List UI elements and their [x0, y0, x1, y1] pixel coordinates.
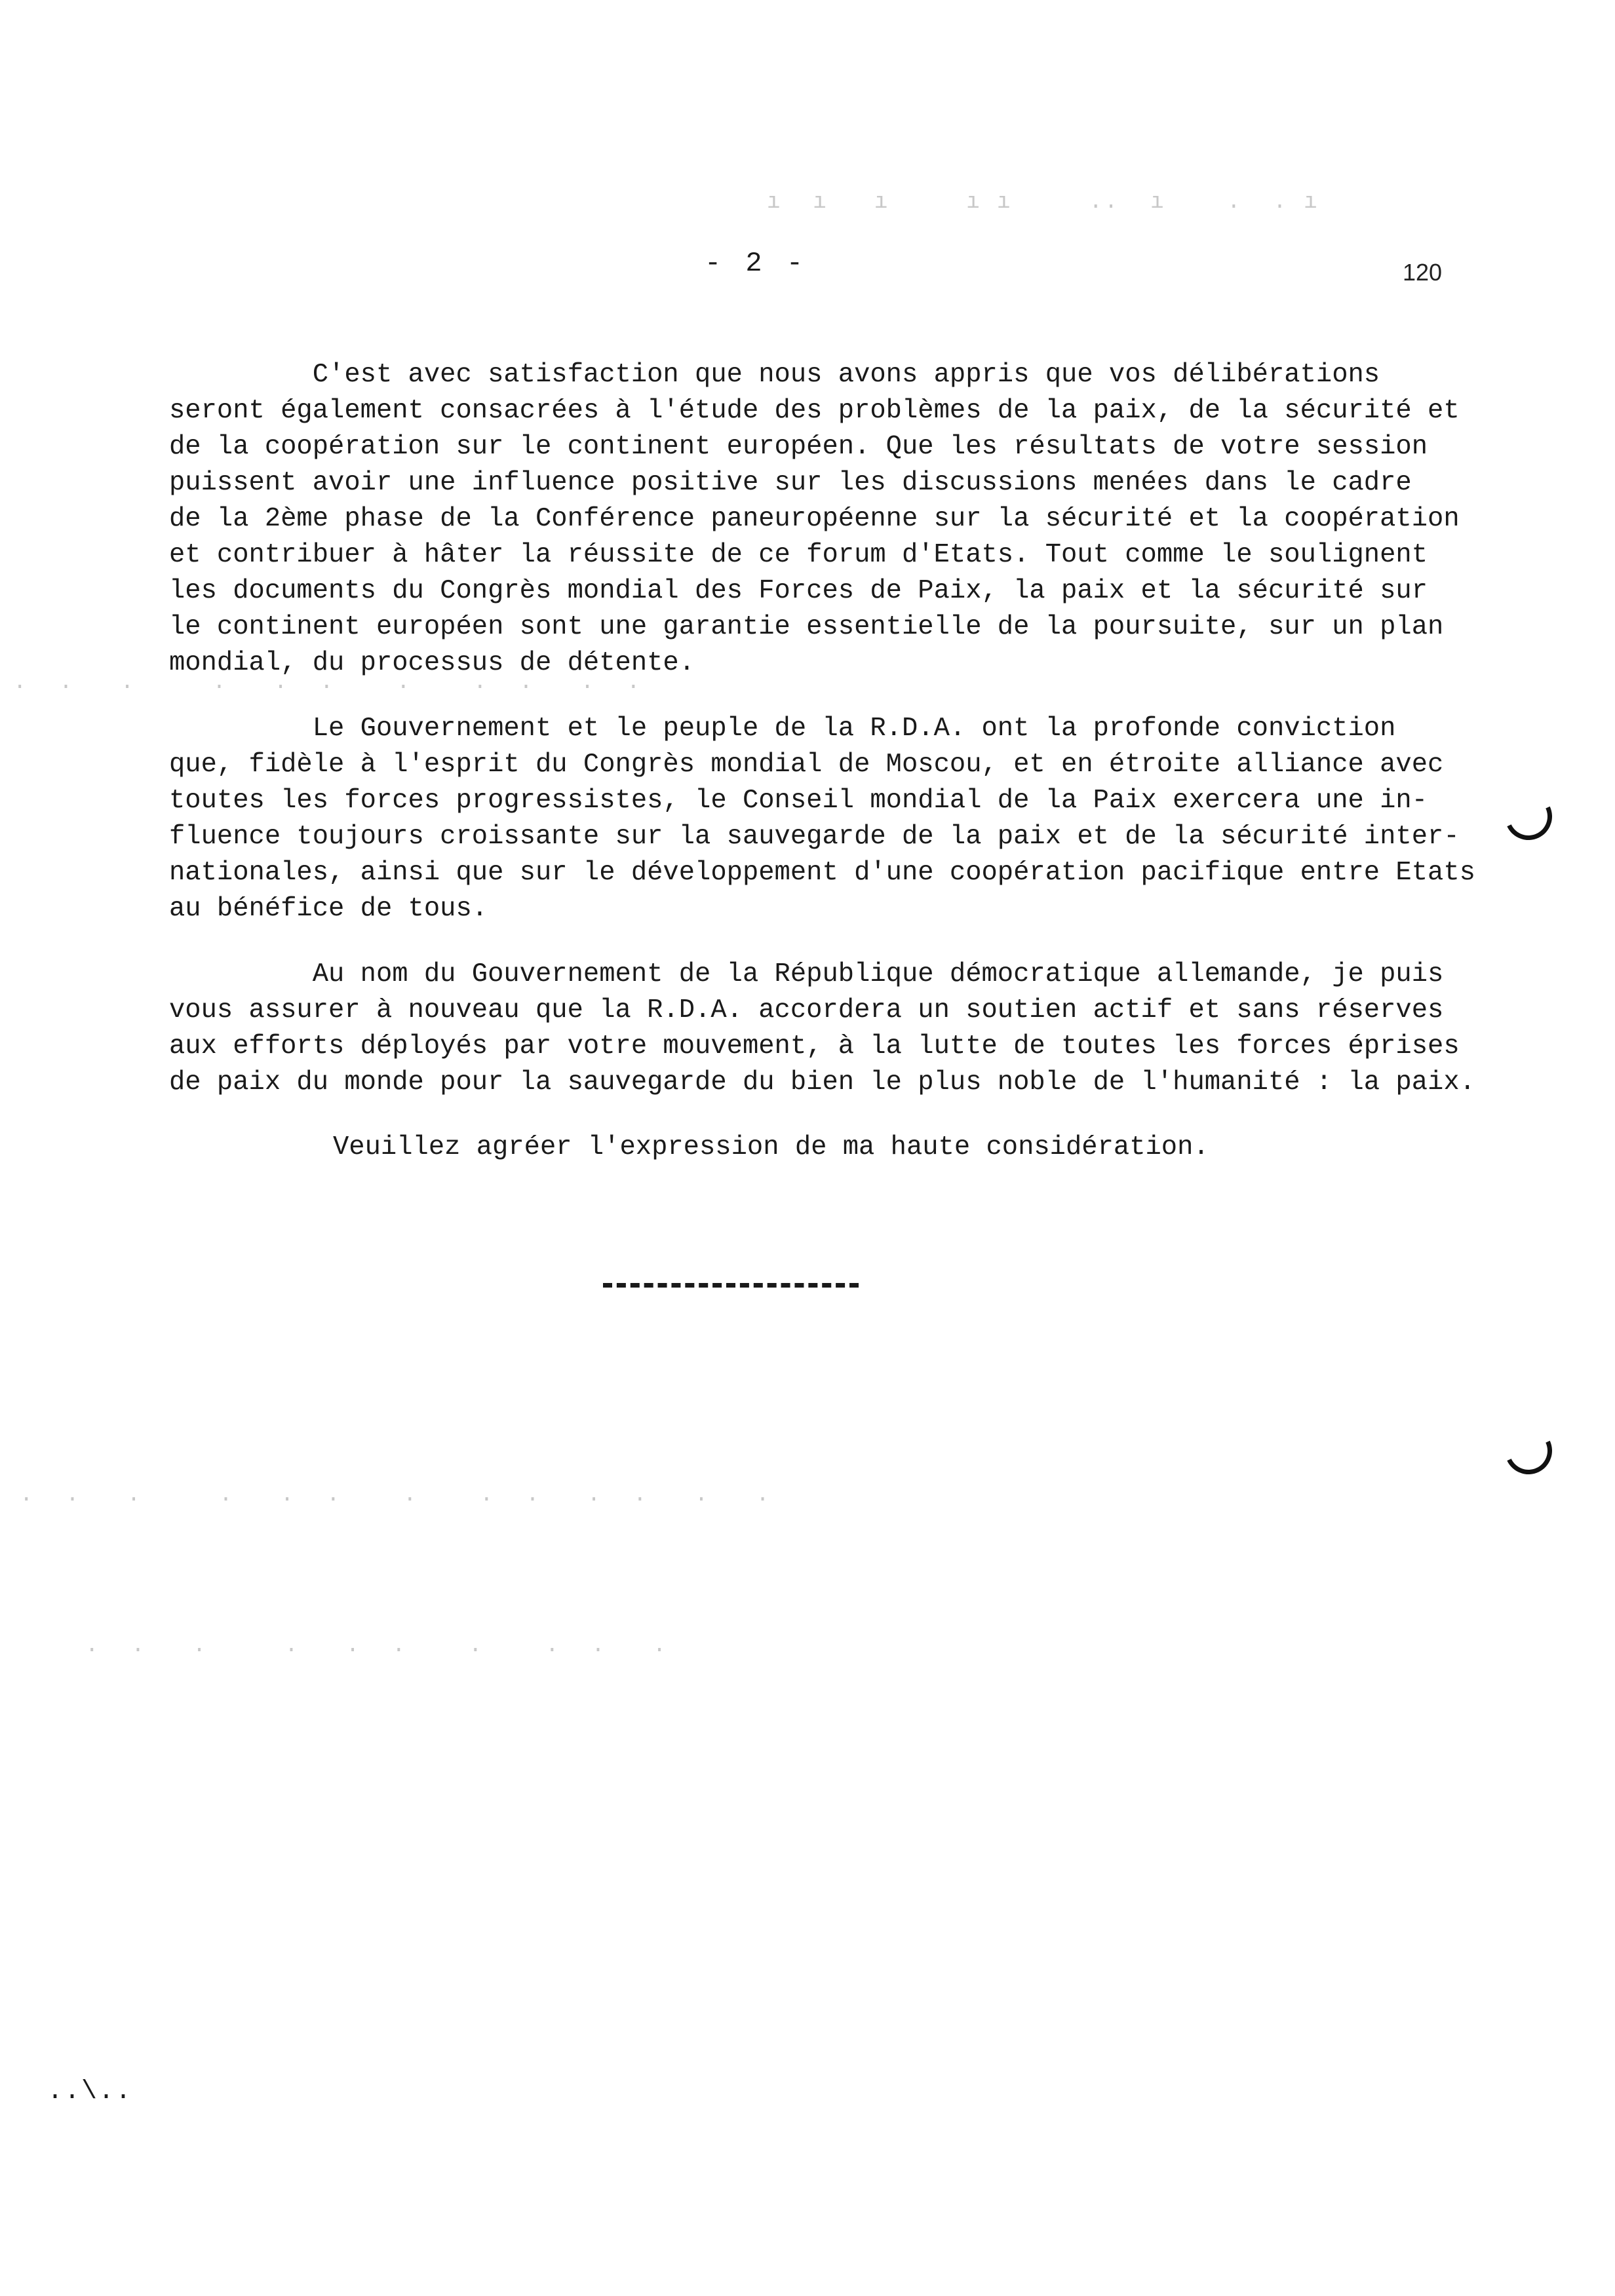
continuation-mark: ..\.. — [47, 2077, 133, 2107]
punch-hole-mark — [1498, 786, 1559, 847]
paragraph-1: C'est avec satisfaction que nous avons appris que vos délibérations seront également consacrées à l'étude des problèmes de la paix, de la sécurité et de la coopération sur le continent européen. Que les résultats de votre session puissent avoir une influence positive sur les discussions menées dans le cadre de la 2ème phase de la Conférence paneuropéenne sur la sécurité et la coopération et contribuer à hâter la réussite de ce forum d'Etats. Tout comme le soulignent les documents du Congrès mondial des Forces de Paix, la paix et la sécurité sur le continent européen sont une garantie essentielle de la poursuite, sur un plan mondial, du processus de détente. — [169, 360, 1460, 678]
show-through-text: · · · · · · · · · · — [85, 1638, 669, 1663]
page-number: - 2 - — [705, 248, 808, 279]
paragraph-3: Au nom du Gouvernement de la République démocratique allemande, je puis vous assurer à nouveau que la R.D.A. accordera un soutien actif et sans réserves aux efforts déployés par votre mouvement, à la lutte de toutes les forces éprises de paix du monde pour la sauvegarde du bien le plus noble de l'humanité : la paix. — [169, 959, 1475, 1098]
punch-hole-mark — [1498, 1421, 1559, 1481]
show-through-text: · · · · · · · · · · · · · — [20, 1487, 771, 1512]
folio-number: 120 — [1403, 259, 1443, 286]
signature-dash-line — [603, 1283, 859, 1288]
closing-formula: Veuillez agréer l'expression de ma haute considération. — [333, 1132, 1209, 1162]
paragraph-2: Le Gouvernement et le peuple de la R.D.A. ont la profonde conviction que, fidèle à l'esprit du Congrès mondial de Moscou, et en étroite alliance avec toutes les forces progressistes, le Conseil mondial de la Paix exercera une in- fluence toujours croissante sur la sauvegarde de la paix et de la sécurité inter- nationales, ainsi que sur le développement d'une coopération pacifique entre Etats au bénéfice de tous. — [169, 714, 1475, 924]
show-through-text: ı ı ı ı ı .. ı . . ı — [767, 190, 1319, 215]
show-through-text: · · · · · · · · · · · — [13, 675, 642, 700]
